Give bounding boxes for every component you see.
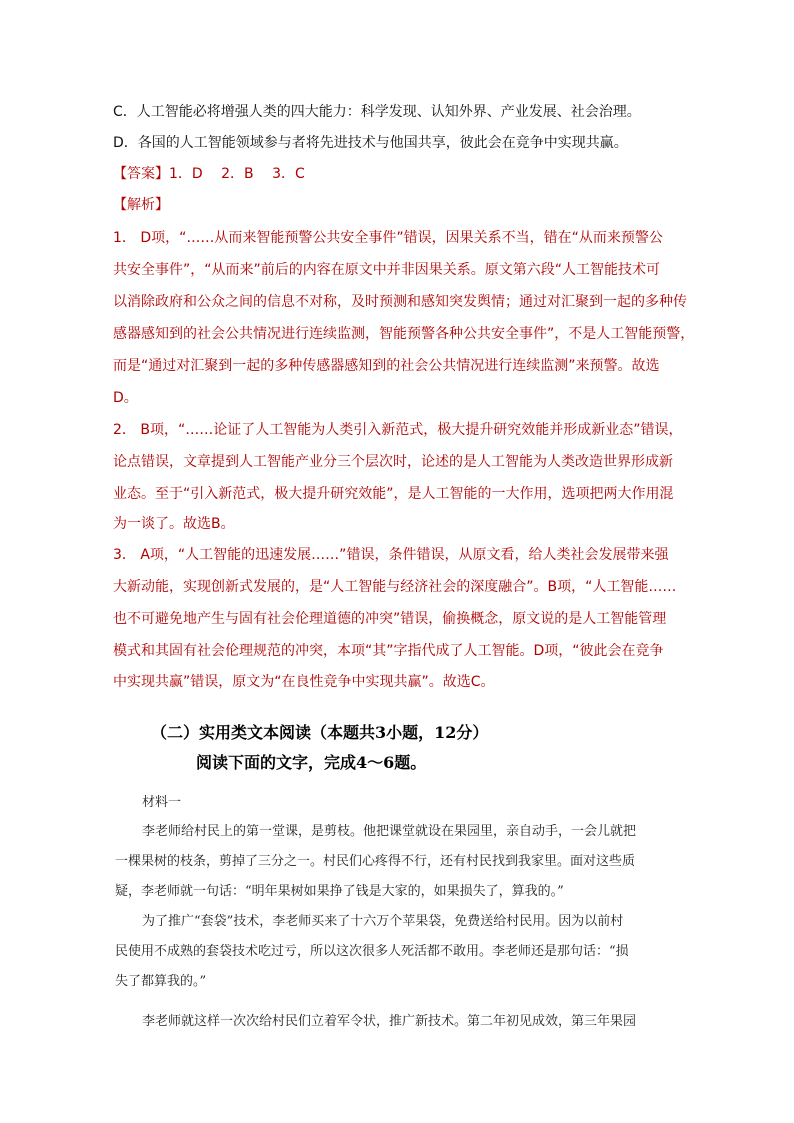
material-line: 一棵果树的枝条，剪掉了三分之一。村民们心疼得不行，还有村民找到我家里。面对这些质 [115,854,636,869]
analysis-line: 业态。至于“引入新范式，极大提升研究效能”，是人工智能的一大作用，选项把两大作用混 [113,486,674,502]
material-label: 材料一 [142,795,182,810]
option-c: C．人工智能必将增强人类的四大能力：科学发现、认知外界、产业发展、社会治理。 [113,104,641,120]
analysis-line: 以消除政府和公众之间的信息不对称，及时预测和感知突发舆情；通过对汇聚到一起的多种传 [113,294,687,310]
answer-tag: 【答案】 [113,166,169,182]
answer-text: 1．D 2．B 3．C [169,166,305,182]
analysis-line: 中实现共赢”错误，原文为“在良性竞争中实现共赢”。故选C。 [113,674,495,690]
section-instruction: 阅读下面的文字，完成4～6题。 [196,753,427,772]
analysis-line: 2． B项，“……论证了人工智能为人类引入新范式，极大提升研究效能并形成新业态”错误， [113,422,683,438]
answer-line [113,164,683,184]
analysis-line: 3． A项，“人工智能的迅速发展……”错误，条件错误，从原文看，给人类社会发展带来强 [113,547,669,563]
material-line: 失了都算我的。” [115,974,207,989]
analysis-line: 1． D项，“……从而来智能预警公共安全事件”错误，因果关系不当，错在“从而来预警公 [113,230,663,246]
analysis-tag: 【解析】 [113,197,169,213]
section-heading: （二）实用类文本阅读（本题共3小题，12分） [151,723,489,742]
analysis-line: 也不可避免地产生与固有社会伦理道德的冲突”错误，偷换概念，原文说的是人工智能管理 [113,611,667,627]
analysis-line: D。 [113,390,138,406]
analysis-line: 大新动能，实现创新式发展的，是“人工智能与经济社会的深度融合”。B项，“人工智能…… [113,579,677,595]
material-line: 民使用不成熟的套袋技术吃过亏，所以这次很多人死活都不敢用。李老师还是那句话：“损 [115,944,629,959]
option-d: D．各国的人工智能领域参与者将先进技术与他国共享，彼此会在竞争中实现共赢。 [113,135,628,151]
analysis-line: 而是“通过对汇聚到一起的多种传感器感知到的社会公共情况进行连续监测”来预警。故选 [113,358,660,374]
analysis-line: 感器感知到的社会公共情况进行连续监测，智能预警各种公共安全事件”，不是人工智能预警， [113,326,695,342]
analysis-line: 为一谈了。故选B。 [113,516,235,532]
analysis-line: 模式和其固有社会伦理规范的冲突，本项“其”字指代成了人工智能。D项，“彼此会在竞争 [113,643,664,659]
material-line: 疑，李老师就一句话：“明年果树如果挣了钱是大家的，如果损失了，算我的。” [115,884,564,899]
material-line: 李老师给村民上的第一堂课，是剪枝。他把课堂就设在果园里，亲自动手，一会儿就把 [142,824,637,839]
material-line: 李老师就这样一次次给村民们立着军令状，推广新技术。第二年初见成效，第三年果园 [142,1014,637,1029]
analysis-line: 共安全事件”，“从而来”前后的内容在原文中并非因果关系。原文第六段“人工智能技术可 [113,262,661,278]
material-line: 为了推广“套袋”技术，李老师买来了十六万个苹果袋，免费送给村民用。因为以前村 [142,914,624,929]
analysis-line: 论点错误，文章提到人工智能产业分三个层次时，论述的是人工智能为人类改造世界形成新 [113,454,673,470]
